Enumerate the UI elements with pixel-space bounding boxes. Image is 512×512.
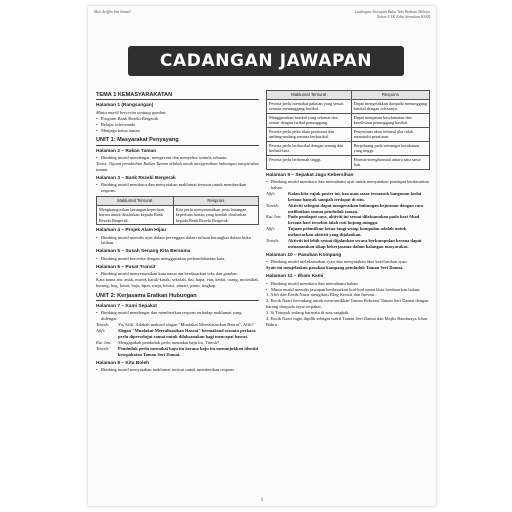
table-header: Maklumat Tersurat	[97, 197, 174, 206]
unit-2-heading: UNIT 2: Kerjasama Eratkan Hubungan	[96, 293, 259, 301]
numbered-item: 4. Encik Nazri ingin dipilih sebagai wakil Taman Seri Damai dan Majlis Bandaraya Johor Bahru.	[266, 316, 428, 328]
table-cell: Mengkategorikan barangan keperluan harian untuk disalurkan kepada Bank Rezeki Bergerak.	[97, 205, 174, 225]
header-book-title	[355, 9, 430, 19]
speech: Mengapakah penduduk perlu memakai baju itu, Tinesh?	[118, 340, 220, 346]
left-column	[96, 88, 259, 373]
table-cell: Dapat menjamin keselamatan dan keselesaan penunggang basikal.	[351, 113, 429, 127]
table-cell: Kita perlu menyenaraikan jenis barangan keperluan harian yang hendak disalurkan kepada Bank Rezeki Bergerak.	[173, 205, 258, 225]
table-cell: Peserta perlu berbasikal dengan tenang dan berhati-hati.	[267, 141, 352, 155]
dialogue-row	[266, 203, 430, 215]
table-cell: Penyertaan akan terbatal jika tidak mematuhi peraturan.	[351, 127, 429, 141]
title-banner	[128, 46, 404, 76]
list-item: • Program Bank Rezeki Bergerak	[96, 116, 259, 122]
dialogue-row	[266, 238, 430, 250]
table-h8	[266, 90, 430, 170]
section-h5-title: Halaman 5 – Susah Senang Kita Bersama	[96, 249, 191, 255]
table-cell: Peserta perlu berhemah tinggi.	[267, 155, 352, 169]
speech: Slogan "Muafakat Merealisasikan Hasrat" bermaksud sesuatu perkara perlu diperselujui ramai untuk dilaksanakan bagi mencapai hasrat.	[118, 328, 256, 340]
table-header: Respons	[173, 197, 258, 206]
section-h1-line: Minta murid bercerita tentang gambar.	[96, 109, 167, 115]
list-item: • Bimbing murid menyatakan maklumat tersirat untuk memberikan respons.	[96, 367, 259, 373]
list-item: • Bimbing murid melaksanakan syair dan menyatakan idea keseluruhan syair.	[266, 259, 430, 265]
speech: Tujuan pelantikan ketua tangi setiap kumpulan adalah untuk melancarkan aktiviti yang dijalankan.	[288, 226, 407, 238]
table-h3	[96, 196, 259, 225]
speech: Pada pendapat saya, aktiviti ini sesuai dilaksanakan pada hari Ahad kerana hari tersebut ialah cuti hujung minggu.	[288, 214, 420, 226]
list-item: • Belajar tolerwando	[96, 122, 259, 128]
list-item: • Bimbing murid bercerita dengan menggunakan perbendaharaan kata.	[96, 256, 259, 262]
speech: Penduduk perlu memakai baju itu kerana baju itu menunjukkan identiti kesepakatan Taman Seri Damai.	[118, 346, 259, 358]
numbered-item: 1. Afifi dan Encik Nazri mengikuti Blog Kreatif dan Inovasi.	[266, 292, 376, 298]
table-cell: Hormat-menghormati antara satu sama lain.	[351, 155, 429, 169]
header-title-line-1: Cadangan Jawapan Buku Teks Bahasa Melayu	[354, 9, 430, 14]
section-h9-title: Halaman 9 – Sepakat Jaga Kebersihan	[266, 172, 354, 178]
table-row	[267, 141, 430, 155]
section-h2-title: Halaman 2 – Rakan Taman	[96, 148, 157, 154]
table-cell: Peserta perlu memakai pakaian yang sesuai semasa menunggang basikal.	[267, 99, 352, 113]
numbered-item: 2. Encik Nazri bercadang untuk mencantikkan Taman Rekreasi Taman Seri Damai dengan barang daripada tayar terpakai.	[266, 298, 429, 310]
table-row	[97, 205, 259, 225]
list-item: • Bimbing murid menulis ayat dalam perenggan dalam tulisan berangkai dalam buku latihan.	[96, 235, 259, 247]
document-page	[88, 6, 436, 506]
speaker: Tinesh:	[266, 202, 280, 208]
list-item: • Minta murid menulis jawapan berdasarkan kod-kod nama khas berdasarkan bahan.	[266, 287, 430, 293]
speech: Aktiviti sebegini dapat mengeratkan hubungan kejiranan dengan cara melibatkan semua penduduk taman.	[288, 202, 424, 214]
section-h8-title: Halaman 8 – Kita Boleh	[96, 360, 150, 366]
list-item: • Bimbing murid membaca dan menyatakan maklumat tersurat untuk memberikan respons.	[96, 182, 259, 194]
speech: Ya, Afifi. Adakah maksud slogan "Muafakat Merealisasikan Hasrat", Afifi?	[118, 322, 254, 328]
dialogue-row	[266, 226, 430, 238]
section-h11-title: Halaman 11 – Ilham Kami	[266, 274, 324, 280]
dialogue-row	[266, 214, 430, 226]
section-h10-title: Halaman 10 – Pasukan Kompang	[266, 253, 342, 259]
section-h1-title: Halaman 1 (Rangsangan)	[96, 103, 154, 109]
speaker: Tinesh:	[266, 238, 280, 244]
dialogue-row	[266, 191, 430, 203]
speaker: Afifi:	[266, 226, 276, 232]
right-column	[266, 88, 430, 328]
page-title: CADANGAN JAWAPAN	[159, 51, 373, 71]
speaker: Kai Jun:	[96, 340, 112, 346]
list-item: • Bimbing murid mendengar dan memberikan respons terhadap maklumat yang didengar.	[96, 310, 259, 322]
section-h6-kata-nama: Kata nama am: anak, murid, karak-karak, sekolah, ibu, bapa, van, kedai, orang, motosikal, burung, beg, kasut, baju, lipas, meja, kerusi, almari, pintu, tingkap.	[96, 276, 259, 288]
speech: Aktiviti ini lebih sesuai dijalankan secara berkumpulan kerana dapat menanamkan sikap bekerjasama dalam kalangan masyarakat.	[288, 238, 422, 250]
list-item: • Menjaga ketua taman	[96, 128, 259, 134]
list-item: • Bimbing murid menyenaraikan kata nama am berdasarkan teks dan gambar.	[96, 271, 259, 277]
dialogue-row	[96, 346, 259, 358]
section-h3-title: Halaman 3 – Bank Rezeki Bergerak	[96, 175, 176, 181]
section-h7-title: Halaman 7 – Kami Sepakat	[96, 304, 157, 310]
table-header: Respons	[351, 91, 429, 100]
table-cell: Berpeluang pada semangat kesukanan yang tinggi.	[351, 141, 429, 155]
header-title-line-2: Tahun 5 SK Edisi Semakan KSSR	[376, 14, 430, 19]
table-row	[267, 127, 430, 141]
list-item: • Bimbing murid membaca dan memahami bahan.	[266, 281, 430, 287]
table-row	[267, 113, 430, 127]
theme-heading: TEMA 1 KEMASYARAKATAN	[96, 92, 259, 100]
unit-1-heading: UNIT 1: Masyarakat Penyayang	[96, 137, 259, 145]
speaker: Tinesh:	[96, 322, 110, 328]
dialogue-row	[96, 328, 259, 340]
header-author: Mat Ariffin bin Ismail	[94, 9, 131, 14]
list-item: • Bimbing murid membaca dan memahami ayat untuk menyatakan pendapat berdasarkan bahan.	[266, 179, 430, 191]
numbered-item: 3. Si Tompok sedang bermain di atas sangkak.	[266, 310, 350, 316]
list-item: • Bimbing murid mendengar, mengecam dan menyebut semula sebutan.	[96, 155, 259, 161]
table-header: Maklumat Tersurat	[267, 91, 352, 100]
section-h6-title: Halaman 6 – Pusat Transit	[96, 264, 156, 270]
table-row	[267, 99, 430, 113]
speaker: Afifi:	[266, 190, 276, 196]
section-h4-title: Halaman 4 – Projek Alam Hijau	[96, 228, 166, 234]
page-number: 1	[260, 498, 264, 503]
speaker: Afifi:	[96, 328, 106, 334]
table-cell: Menggunakan basikal yang selamat dan sesuai dengan fizikal penunggang.	[267, 113, 352, 127]
speech: Kalau kita rujuk poster ini, kawasan sasar termasuk bangunan kedai kerana banyak sampah terdapat di situ.	[288, 190, 422, 202]
section-h10-line: Syair ini menjelaskan pasukan kompang penduduk Taman Seri Damai.	[266, 265, 404, 271]
section-h2-tinisi: Tinisi: Tujuan penubuhan Rakan Taman adalah untuk mengeratkan hubungan masyarakat taman.	[96, 161, 259, 173]
table-cell: Peserta perlu peka akan peraturan dan undang-undang semasa berbasikal.	[267, 127, 352, 141]
speaker: Tinesh:	[96, 346, 110, 352]
table-cell: Dapat mengelakkan daripada menunggang basikal dengan selesanya.	[351, 99, 429, 113]
speaker: Kai Jun:	[266, 214, 282, 220]
table-row	[267, 155, 430, 169]
